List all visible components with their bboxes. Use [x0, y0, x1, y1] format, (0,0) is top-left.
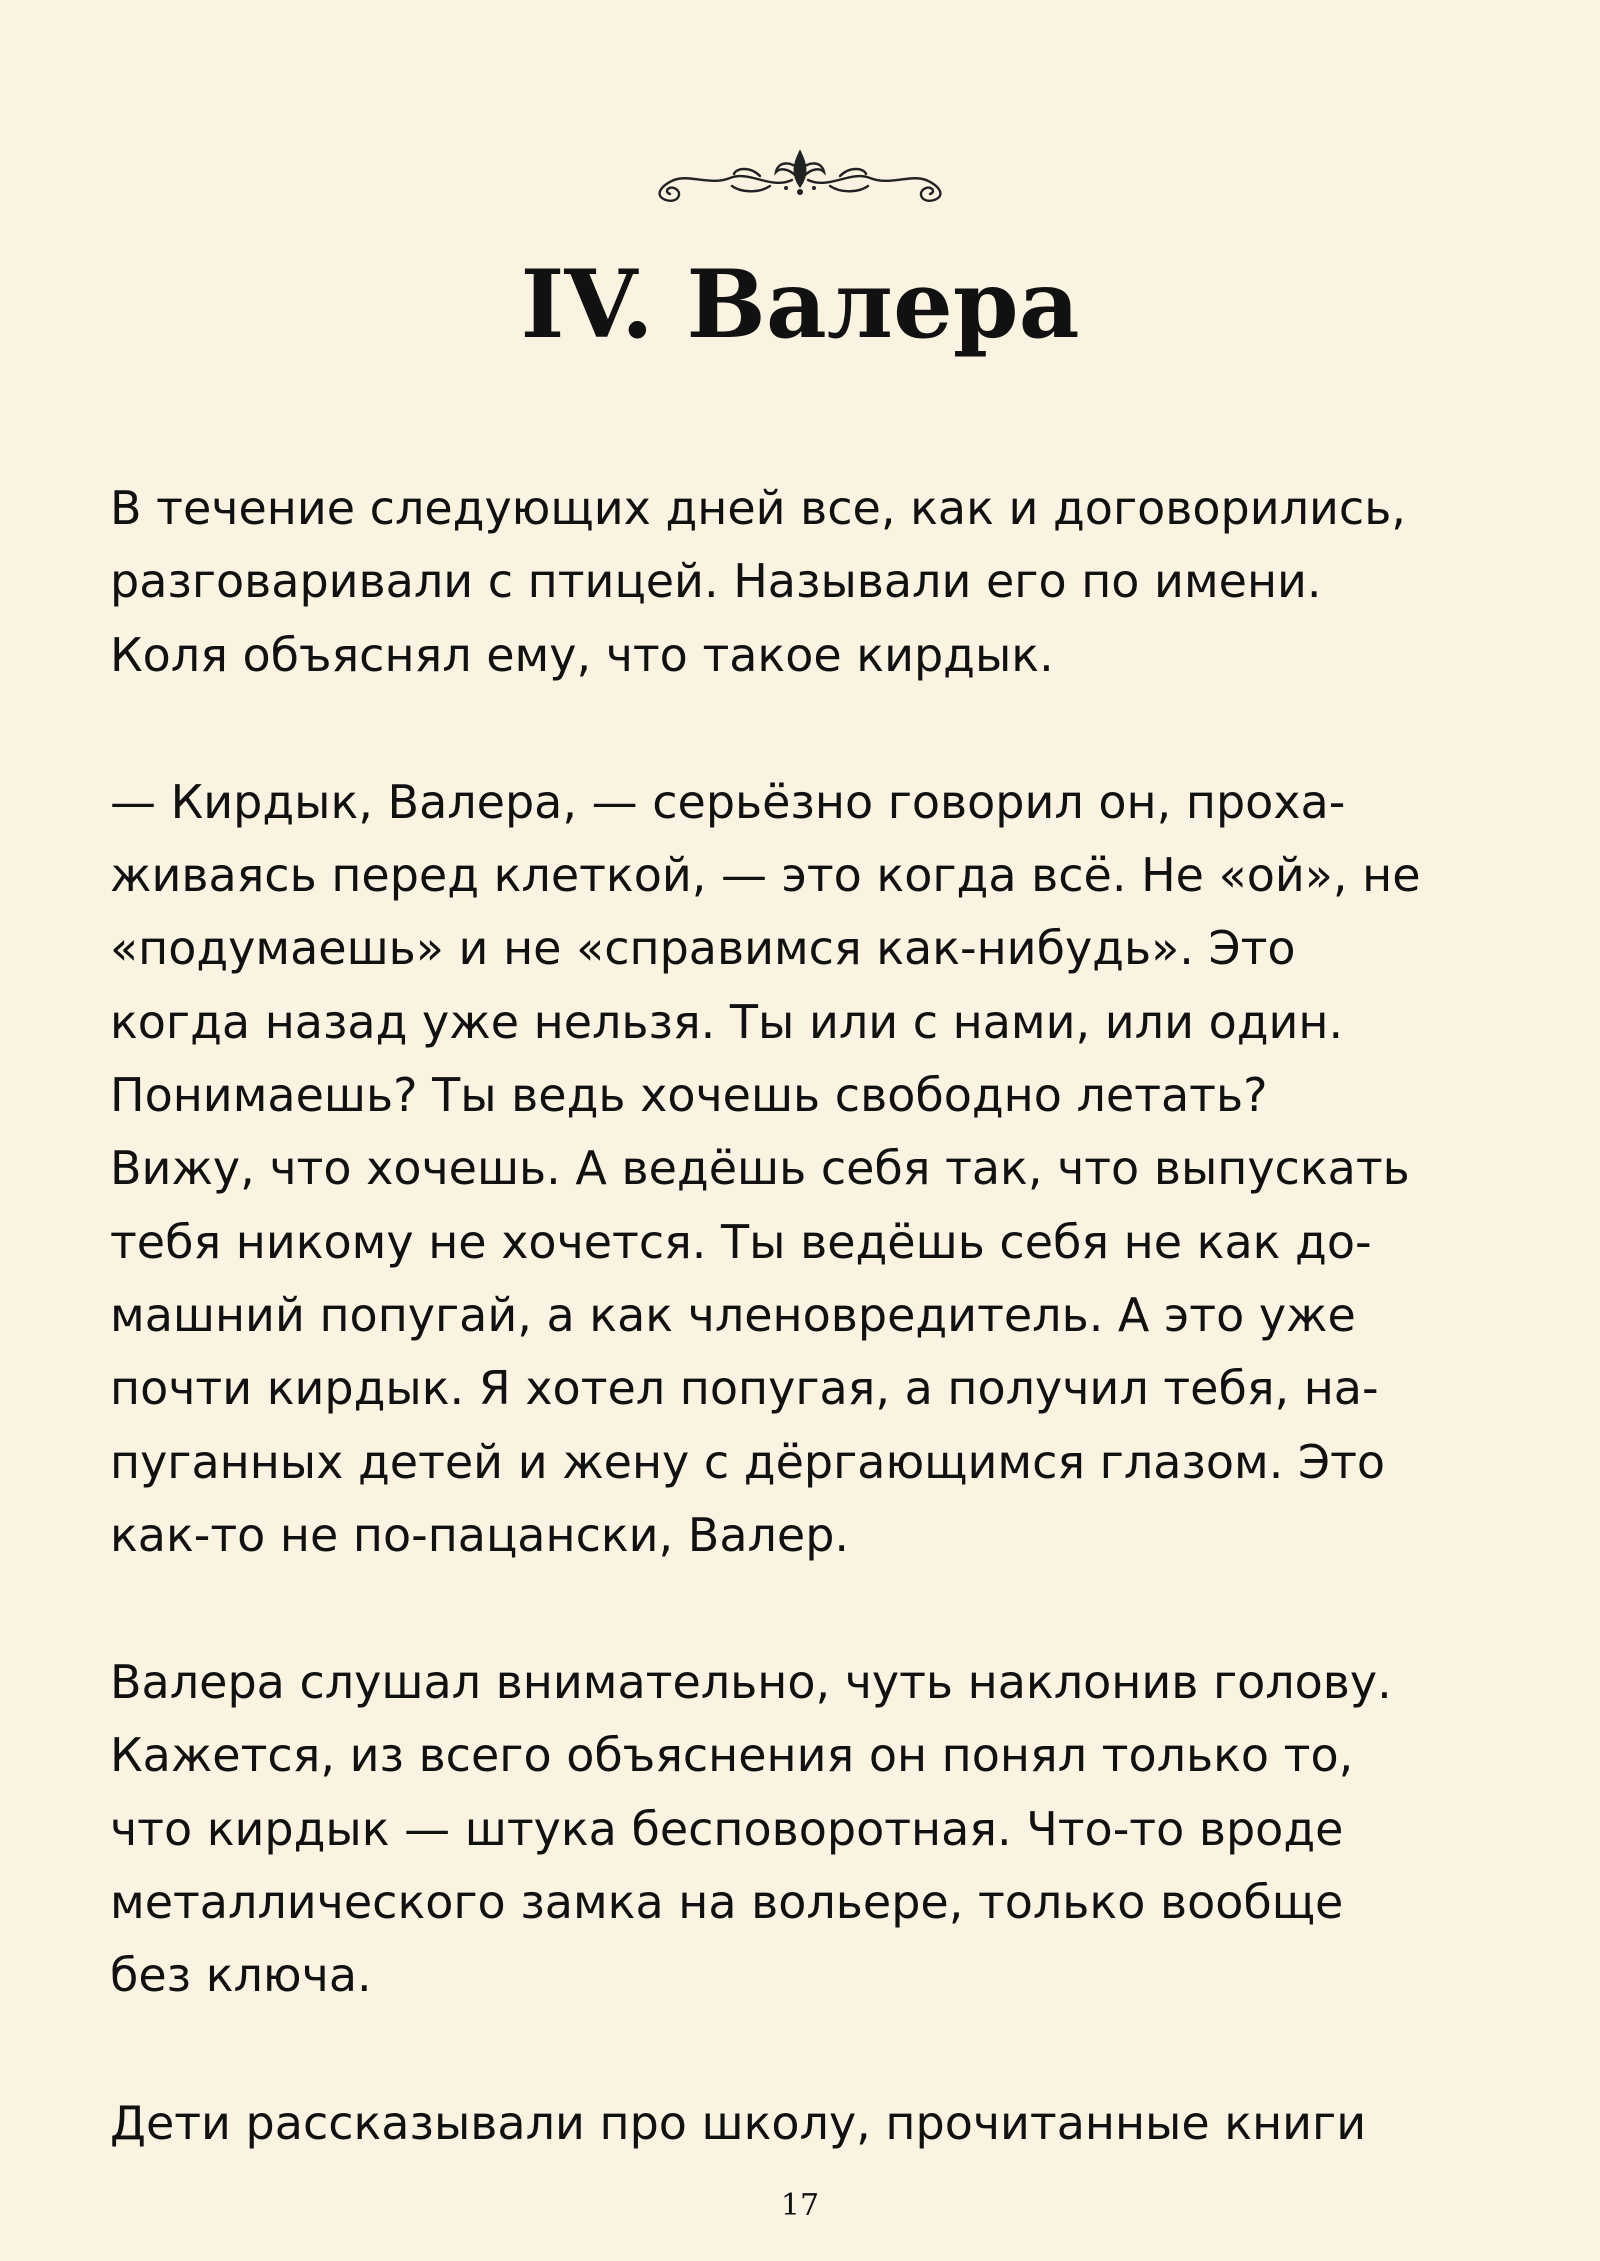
paragraph-2 — [110, 766, 1500, 1572]
text-line: тебя никому не хочется. Ты ведёшь себя не как до- — [110, 1214, 1372, 1269]
text-line: Понимаешь? Ты ведь хочешь свободно летать? — [110, 1068, 1268, 1123]
text-line: В течение следующих дней все, как и договорились, — [110, 481, 1406, 535]
text-line: металлического замка на вольере, только вообще — [110, 1875, 1344, 1930]
paragraph-4 — [110, 2087, 1500, 2160]
text-line: когда назад уже нельзя. Ты или с нами, или один. — [110, 994, 1344, 1049]
text-line: Кажется, из всего объяснения он понял только то, — [110, 1728, 1354, 1783]
text-line: Дети рассказывали про школу, прочитанные книги — [110, 2095, 1367, 2150]
paragraph-1 — [110, 472, 1500, 692]
text-line: пуганных детей и жену с дёргающимся глазом. Это — [110, 1434, 1386, 1489]
text-line: Коля объяснял ему, что такое кирдык. — [110, 627, 1054, 682]
text-line: почти кирдык. Я хотел попугая, а получил тебя, на- — [110, 1361, 1379, 1416]
page-number: 17 — [780, 2188, 820, 2223]
decorative-flourish-icon — [640, 130, 960, 210]
text-line: Вижу, что хочешь. А ведёшь себя так, что выпускать — [110, 1141, 1410, 1196]
text-line: как-то не по-пацански, Валер. — [110, 1507, 850, 1562]
text-line: «подумаешь» и не «справимся как-нибудь». Это — [110, 921, 1296, 976]
text-line: разговаривали с птицей. Называли его по имени. — [110, 554, 1322, 609]
text-line: что кирдык — штука бесповоротная. Что-то вроде — [110, 1801, 1344, 1856]
chapter-title: IV. Валера — [520, 250, 1080, 360]
paragraph-3 — [110, 1646, 1500, 2012]
text-line: — Кирдык, Валера, — серьёзно говорил он, проха- — [110, 774, 1346, 829]
body-text — [110, 472, 1500, 2234]
text-line: машний попугай, а как членовредитель. А это уже — [110, 1287, 1356, 1342]
text-line: Валера слушал внимательно, чуть наклонив голову. — [110, 1655, 1392, 1710]
text-line: живаясь перед клеткой, — это когда всё. Не «ой», не — [110, 848, 1421, 903]
text-line: без ключа. — [110, 1948, 372, 2003]
